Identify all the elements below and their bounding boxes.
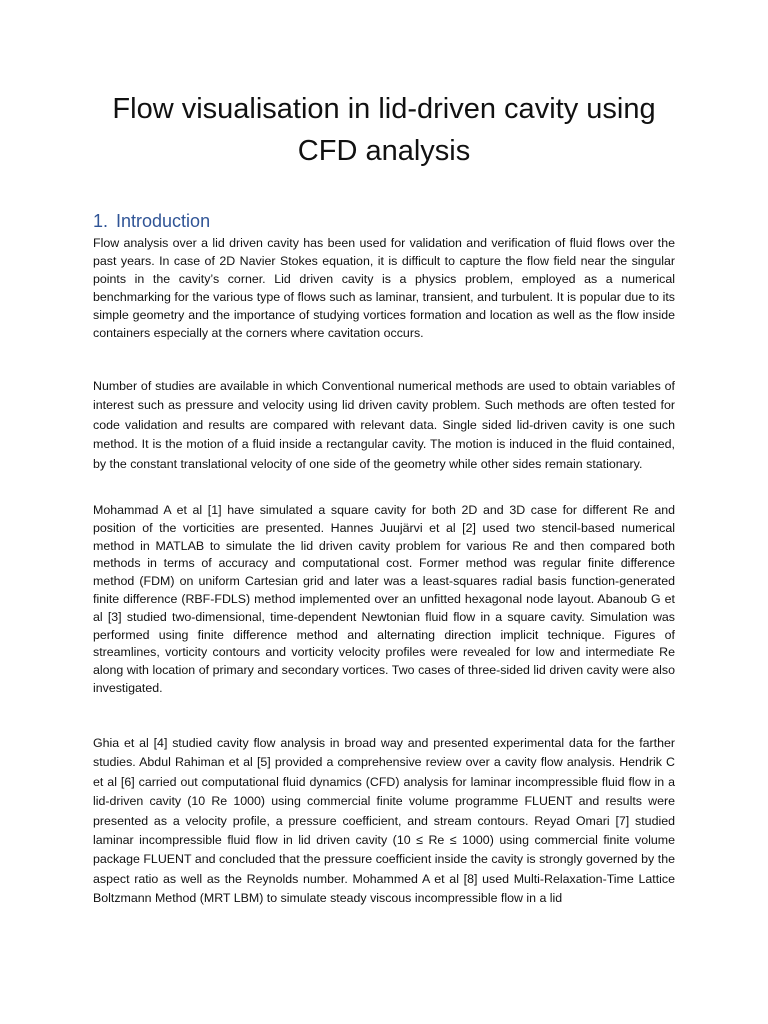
section-heading-text: Introduction (116, 211, 211, 231)
document-title: Flow visualisation in lid-driven cavity using CFD analysis (112, 93, 656, 167)
section-heading (93, 209, 210, 233)
paragraph-3: Mohammad A et al [1] have simulated a square cavity for both 2D and 3D case for different Re and position of the vorticities are presented. Hannes Juujärvi et al [2] used two stencil-based numerical method in MATLAB to simulate the lid driven cavity problem for various Re and then compared both methods in terms of accuracy and computational cost. Former method was regular finite difference method (FDM) on uniform Cartesian grid and later was a least-squares radial basis function-generated finite difference (RBF-FDLS) method implemented over an unfitted hexagonal node layout. Abanoub G et al [3] studied two-dimensional, time-dependent Newtonian fluid flow in a square cavity. Simulation was performed using finite difference method and alternating direction implicit technique. Figures of streamlines, vorticity contours and vorticity velocity profiles were revealed for low and intermediate Re along with location of primary and secondary vortices. Two cases of three-sided lid driven cavity were also investigated. (93, 503, 675, 695)
paragraph-1: Flow analysis over a lid driven cavity has been used for validation and verification of fluid flows over the past years. In case of 2D Navier Stokes equation, it is difficult to capture the flow field near the singular points in the cavity’s corner. Lid driven cavity is a physics problem, employed as a numerical benchmarking for the various type of flows such as laminar, transient, and turbulent. It is popular due to its simple geometry and the importance of studying vortices formation and location as well as the flow inside containers especially at the corners where cavitation occurs. (93, 236, 675, 340)
paragraph-4: Ghia et al [4] studied cavity flow analysis in broad way and presented experimental data for the farther studies. Abdul Rahiman et al [5] provided a comprehensive review over a cavity flow analysis. Hendrik C et al [6] carried out computational fluid dynamics (CFD) analysis for laminar incompressible fluid flow in a lid-driven cavity (10 Re 1000) using commercial finite volume programme FLUENT and results were presented as a velocity profile, a pressure coefficient, and stream contours. Reyad Omari [7] studied laminar incompressible fluid flow in lid driven cavity (10 ≤ Re ≤ 1000) using commercial finite volume package FLUENT and concluded that the pressure coefficient inside the cavity is strongly governed by the aspect ratio as well as the Reynolds number. Mohammed A et al [8] used Multi-Relaxation-Time Lattice Boltzmann Method (MRT LBM) to simulate steady viscous incompressible flow in a lid (93, 736, 675, 906)
section-number: 1. (93, 211, 109, 231)
paragraph-2: Number of studies are available in which Conventional numerical methods are used to obtain variables of interest such as pressure and velocity using lid driven cavity problem. Such methods are often tested for code validation and results are compared with relevant data. Single sided lid-driven cavity is one such method. It is the motion of a fluid inside a rectangular cavity. The motion is induced in the fluid contained, by the constant translational velocity of one side of the geometry while other sides remain stationary. (93, 379, 675, 471)
